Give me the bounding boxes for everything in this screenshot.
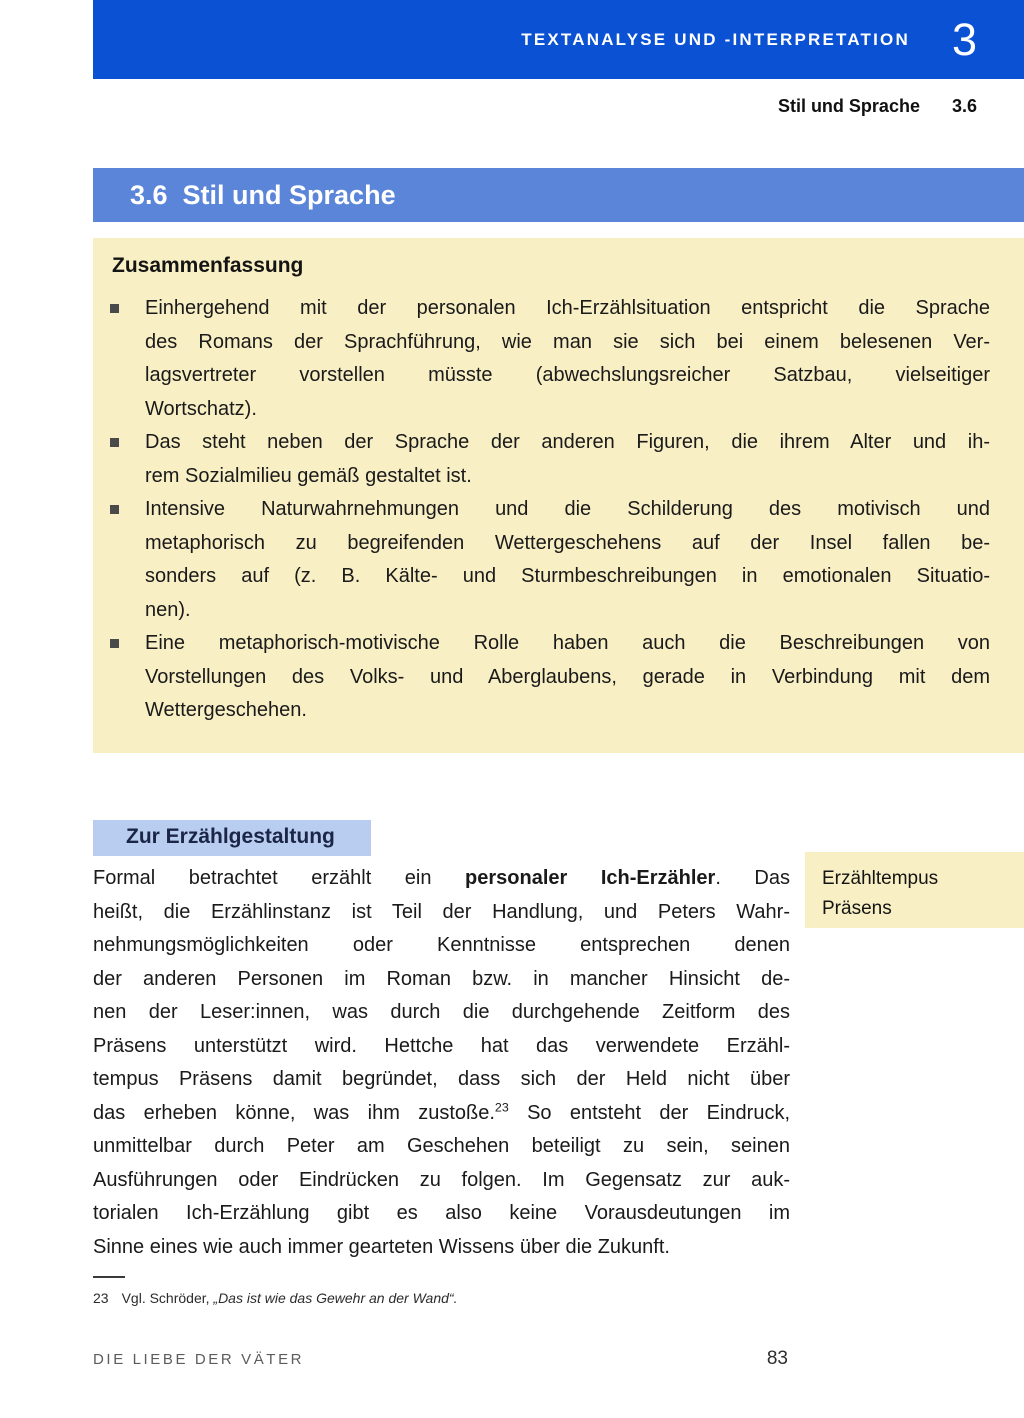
margin-note-line: Erzähltempus <box>822 868 939 889</box>
section-heading-number: 3.6 <box>130 179 168 210</box>
bullet-square-icon <box>110 438 119 447</box>
margin-note <box>805 852 1024 928</box>
summary-bullet <box>93 493 990 627</box>
footnote-quote: „Das ist wie das Gewehr an der Wand“. <box>213 1290 458 1306</box>
summary-box-title: Zusammenfassung <box>112 254 304 277</box>
summary-bullet <box>93 426 990 493</box>
section-heading <box>93 168 1024 222</box>
section-heading-title: Stil und Sprache <box>182 179 396 210</box>
summary-bullet-text: Intensive Naturwahrnehmungen und die Schilderung des motivisch und metaphorisch zu begreifenden Wettergeschehens auf der Insel fallen be- sonders auf (z. B. Kälte- und Sturmbeschreibungen in emotionalen Situatio- nen). <box>145 498 990 621</box>
running-header-section-number: 3.6 <box>951 96 977 116</box>
subsection-label: Zur Erzählgestaltung <box>93 820 371 856</box>
summary-box <box>93 238 1024 753</box>
footnote-divider <box>93 1276 125 1278</box>
summary-bullet <box>93 292 990 426</box>
footer-book-title: DIE LIEBE DER VÄTER <box>93 1351 305 1368</box>
summary-bullet-text: Einhergehend mit der personalen Ich-Erzählsituation entspricht die Sprache des Romans der Sprachführung, wie man sie sich bei einem belesenen Ver- lagsvertreter vorstellen müsste (abwechslungsreicher Satzbau, vielseitiger Wortschatz). <box>145 297 990 420</box>
margin-note-line: Präsens <box>822 898 892 919</box>
chapter-number: 3 <box>951 14 977 65</box>
body-paragraph: Formal betrachtet erzählt ein personaler Ich-Erzähler. Das heißt, die Erzählinstanz ist Teil der Handlung, und Peters Wahr- nehmungsmöglichkeiten oder Kenntnisse entsprechen denen der anderen Personen im Roman bzw. in mancher Hinsicht de- nen der Leser:innen, was durch die durchgehende Zeitform des Präsens unterstützt wird. Hettche hat das verwendete Erzähl- tempus Präsens damit begründet, dass sich der Held nicht über das erheben könne, was ihm zustoße.$^{23}$ So entsteht der Eindruck, unmittelbar durch Peter am Geschehen beteiligt zu sein, seinen Ausführungen oder Eindrücken zu folgen. Im Gegensatz zur auk- torialen Ich-Erzählung gibt es also keine Vorausdeutungen im Sinne eines wie auch immer gearteten Wissens über die Zukunft. <box>93 867 791 1258</box>
footnote-text: Vgl. Schröder, <box>121 1290 214 1306</box>
summary-bullet-text: Eine metaphorisch-motivische Rolle haben auch die Beschreibungen von Vorstellungen des Volks- und Aberglaubens, gerade in Verbindung mit dem Wettergeschehen. <box>145 632 990 721</box>
chapter-banner <box>93 0 1024 79</box>
footnote <box>93 1290 977 1306</box>
running-header <box>778 96 977 117</box>
page-footer <box>93 1348 788 1370</box>
summary-bullet-text: Das steht neben der Sprache der anderen Figuren, die ihrem Alter und ih- rem Sozialmilieu gemäß gestaltet ist. <box>145 431 990 487</box>
chapter-banner-title: TEXTANALYSE UND -INTERPRETATION <box>521 29 910 49</box>
running-header-section-title: Stil und Sprache <box>777 96 920 116</box>
footer-page-number: 83 <box>766 1348 788 1369</box>
bullet-square-icon <box>110 505 119 514</box>
footnote-number: 23 <box>93 1290 109 1306</box>
summary-bullet <box>93 627 990 728</box>
bullet-square-icon <box>110 639 119 648</box>
summary-bullet-list <box>93 292 990 728</box>
bullet-square-icon <box>110 304 119 313</box>
